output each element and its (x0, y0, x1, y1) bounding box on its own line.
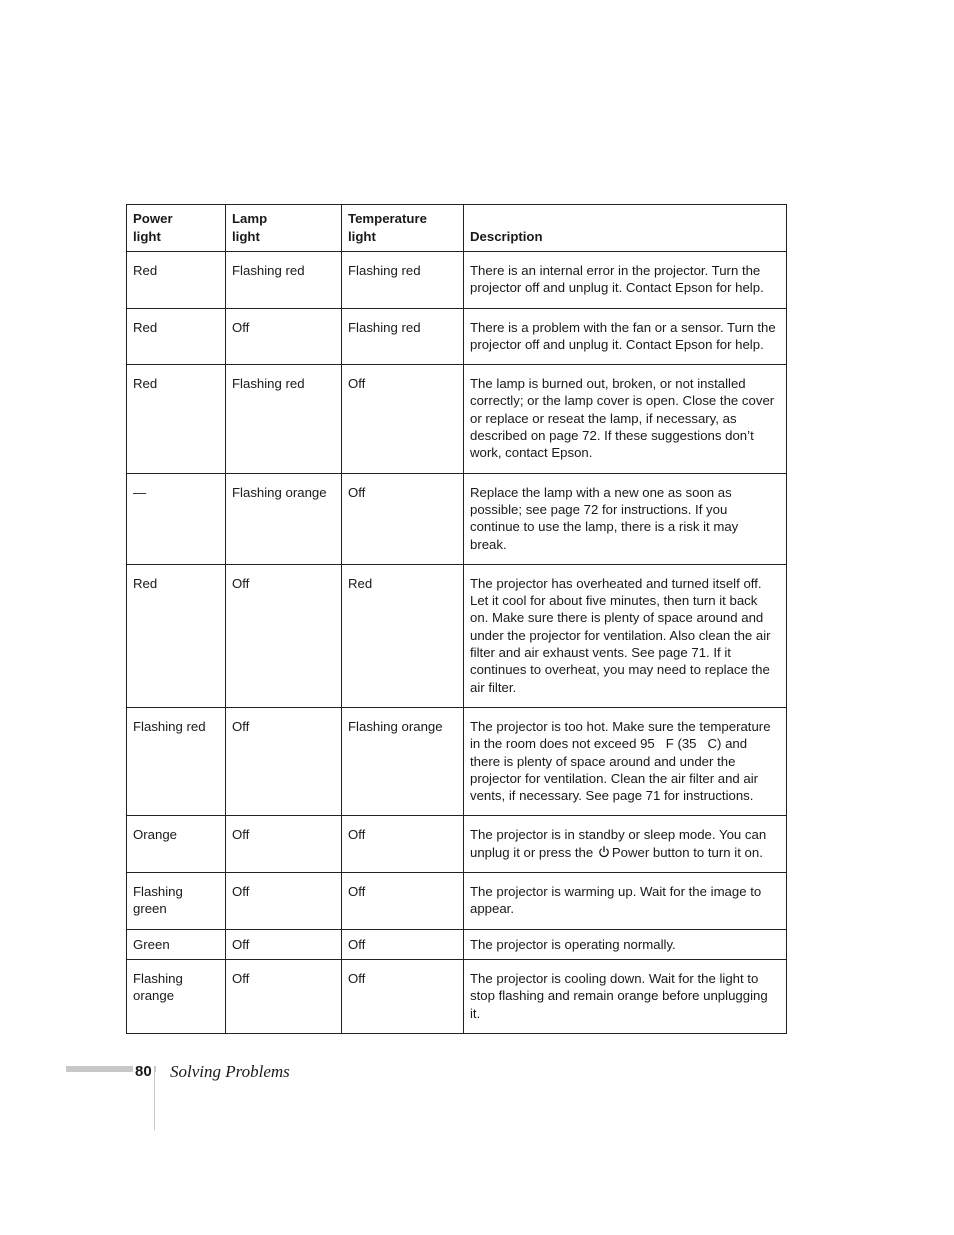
description-cell: The projector is operating normally. (464, 929, 787, 959)
table-row (127, 816, 787, 873)
table-row (127, 929, 787, 959)
power-light-cell: Red (127, 252, 226, 309)
power-light-cell: Red (127, 308, 226, 365)
page-number: 80 (135, 1063, 152, 1080)
table-row (127, 252, 787, 309)
header-power-line1: Power (133, 211, 173, 227)
table-row (127, 365, 787, 473)
temperature-light-cell: Flashing red (342, 252, 464, 309)
table-row (127, 873, 787, 930)
section-title: Solving Problems (170, 1062, 290, 1081)
description-cell: The projector is warming up. Wait for the image to appear. (464, 873, 787, 930)
description-cell: There is an internal error in the projector. Turn the projector off and unplug it. Contact Epson for help. (464, 252, 787, 309)
lamp-light-cell: Off (226, 707, 342, 815)
description-text-after: button to turn it on. (649, 844, 763, 860)
lamp-light-cell: Off (226, 959, 342, 1033)
lamp-light-cell: Off (226, 929, 342, 959)
lamp-light-cell: Off (226, 816, 342, 873)
description-cell: The lamp is burned out, broken, or not installed correctly; or the lamp cover is open. Close the cover or replace or reseat the lamp, if necessary, as described on page 72. If these suggestions don’t work, contact Epson. (464, 365, 787, 473)
description-cell: There is a problem with the fan or a sensor. Turn the projector off and unplug it. Contact Epson for help. (464, 308, 787, 365)
indicator-light-table (126, 204, 787, 1034)
table-row (127, 564, 787, 707)
description-cell: Replace the lamp with a new one as soon as possible; see page 72 for instructions. If you continue to use the lamp, there is a risk it may break. (464, 473, 787, 564)
power-icon (598, 846, 610, 858)
power-light-cell: Orange (127, 816, 226, 873)
table-row (127, 959, 787, 1033)
header-power-line2: light (133, 228, 161, 244)
footer-vertical-rule (154, 1066, 155, 1130)
lamp-light-cell: Flashing red (226, 252, 342, 309)
lamp-light-cell: Off (226, 308, 342, 365)
table-header-row (127, 205, 787, 252)
temperature-light-cell: Red (342, 564, 464, 707)
temperature-light-cell: Off (342, 959, 464, 1033)
temperature-light-cell: Off (342, 365, 464, 473)
description-text-before: The projector is in standby or sleep mode. You can unplug it or press the (470, 827, 767, 860)
table-row (127, 707, 787, 815)
temperature-light-cell: Off (342, 929, 464, 959)
temperature-light-cell: Flashing orange (342, 707, 464, 815)
table-row (127, 473, 787, 564)
description-cell: The projector has overheated and turned itself off. Let it cool for about five minutes, then turn it back on. Make sure there is plenty of space around and under the projector for ventilation. Also clean the air filter and air exhaust vents. See page 71. If it continues to overheat, you may need to replace the air filter. (464, 564, 787, 707)
power-light-cell: Flashing red (127, 707, 226, 815)
lamp-light-cell: Off (226, 873, 342, 930)
header-temperature-light (342, 205, 464, 252)
lamp-light-cell: Off (226, 564, 342, 707)
description-cell (464, 816, 787, 873)
power-light-cell: Red (127, 365, 226, 473)
power-light-cell: Red (127, 564, 226, 707)
power-light-cell: Green (127, 929, 226, 959)
power-button-label: Power (611, 844, 650, 860)
header-temp-line2: light (348, 228, 376, 244)
temperature-light-cell: Off (342, 873, 464, 930)
temperature-light-cell: Off (342, 816, 464, 873)
lamp-light-cell: Flashing orange (226, 473, 342, 564)
power-light-cell: Flashing green (127, 873, 226, 930)
description-cell: The projector is too hot. Make sure the temperature in the room does not exceed 95 F (35 C) and there is plenty of space around and under the projector for ventilation. Clean the air filter and air vents, if necessary. See page 71 for instructions. (464, 707, 787, 815)
header-temp-line1: Temperature (348, 211, 427, 227)
header-lamp-line2: light (232, 228, 260, 244)
header-power-light (127, 205, 226, 252)
description-cell: The projector is cooling down. Wait for the light to stop flashing and remain orange before unplugging it. (464, 959, 787, 1033)
temperature-light-cell: Off (342, 473, 464, 564)
lamp-light-cell: Flashing red (226, 365, 342, 473)
power-light-cell: — (127, 473, 226, 564)
header-lamp-line1: Lamp (232, 211, 268, 227)
header-description: Description (464, 205, 787, 252)
power-light-cell: Flashing orange (127, 959, 226, 1033)
table-row (127, 308, 787, 365)
header-lamp-light (226, 205, 342, 252)
temperature-light-cell: Flashing red (342, 308, 464, 365)
